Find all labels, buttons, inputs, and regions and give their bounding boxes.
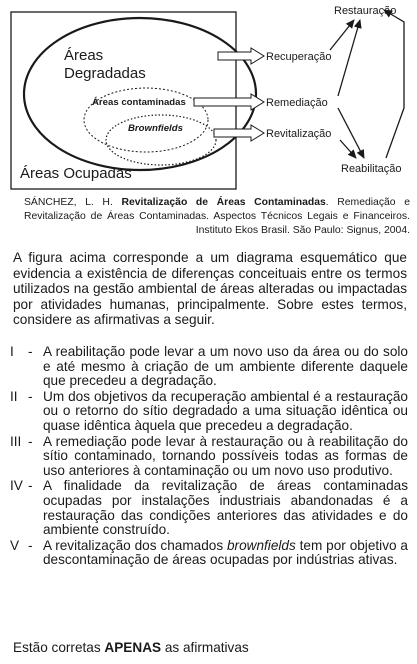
recuperacao-to-restauracao-arrow — [330, 20, 354, 50]
concept-diagram — [0, 0, 417, 196]
recuperacao-arrow — [218, 48, 264, 64]
statement-item — [10, 539, 408, 568]
remediacao-label: Remediação — [266, 97, 328, 109]
statement-text-italic: brownfields — [227, 537, 296, 553]
statement-text-part: tem por objetivo a descontaminação de áreas ocupadas por indústrias ativas. — [43, 537, 408, 568]
remediacao-to-restauracao-arrow — [338, 20, 360, 96]
statement-text: A remediação pode levar à restauração ou à reabilitação do sítio contaminado, tornando possíveis todas as formas de uso anteriores à contaminação ou um novo uso produtivo. — [43, 433, 408, 478]
statement-dash: - — [28, 537, 33, 553]
revitalizacao-label: Revitalização — [266, 128, 332, 140]
statement-number: III — [10, 433, 22, 449]
statement-number: II — [10, 388, 18, 404]
statement-item — [10, 390, 408, 434]
occupied-areas-label: Áreas Ocupadas — [20, 165, 132, 182]
statement-list — [10, 345, 408, 569]
statement-text: A finalidade da revitalização de áreas contaminadas ocupadas por instalações industriais abandonadas é a restauração das condições anteriores das atividades e do ambiente construído. — [43, 478, 408, 538]
citation-rest: . Remediação e Revitalização de Áreas Contaminadas. Aspectos Técnicos Legais e Financeiros. Instituto Ekos Brasil. São Paulo: Signus, 2004. — [24, 197, 410, 236]
degraded-areas-label-2: Degradadas — [64, 65, 146, 82]
intro-paragraph: A figura acima corresponde a um diagrama esquemático que evidencia a existência de diferenças conceituais entre os termos utilizados na gestão ambiental de áreas alteradas ou impactadas por atividades humanas, principalmente. Sobre estes termos, considere as afirmativas a seguir. — [13, 250, 407, 328]
statement-item — [10, 479, 408, 537]
statement-dash: - — [28, 478, 33, 494]
brownfields-label: Brownfields — [128, 123, 183, 134]
statement-dash: - — [28, 433, 33, 449]
citation — [24, 196, 410, 238]
reabilitacao-to-restauracao-arrow — [384, 10, 404, 158]
contaminated-areas-label: Áreas contaminadas — [92, 97, 186, 108]
degraded-areas-ellipse — [24, 18, 256, 170]
question-emphasis: APENAS — [104, 640, 162, 655]
citation-author: SÁNCHEZ, L. H. — [24, 197, 113, 208]
statement-number: IV — [10, 478, 23, 494]
revitalizacao-to-reabilitacao-arrow — [340, 140, 356, 158]
recuperacao-label: Recuperação — [266, 51, 332, 63]
statement-dash: - — [28, 344, 33, 359]
statement-text: Um dos objetivos da recuperação ambiental é a restauração ou o retorno do sítio degradado a uma situação idêntica ou quase idêntica àquela que precedeu a degradação. — [43, 388, 408, 433]
statement-item — [10, 345, 408, 389]
statement-number: I — [10, 344, 14, 359]
statement-text — [43, 539, 408, 568]
question-suffix: as afirmativas — [161, 640, 249, 655]
statement-text-part: A revitalização dos chamados — [43, 537, 227, 553]
question-prefix: Estão corretas — [13, 640, 105, 655]
statement-number: V — [10, 537, 20, 553]
revitalizacao-arrow — [214, 125, 264, 141]
statement-dash: - — [28, 388, 33, 404]
remediacao-to-reabilitacao-arrow — [338, 108, 364, 158]
question-stem — [13, 640, 249, 655]
citation-title: Revitalização de Áreas Contaminadas — [121, 197, 326, 208]
remediacao-arrow — [194, 94, 264, 110]
statement-item — [10, 435, 408, 479]
statement-text: A reabilitação pode levar a um novo uso da área ou do solo e até mesmo à criação de um ambiente diferente daquele que precedeu a degradação. — [43, 344, 408, 389]
restauracao-label: Restauração — [334, 5, 397, 17]
reabilitacao-label: Reabilitação — [341, 163, 402, 175]
degraded-areas-label-1: Áreas — [64, 47, 104, 64]
